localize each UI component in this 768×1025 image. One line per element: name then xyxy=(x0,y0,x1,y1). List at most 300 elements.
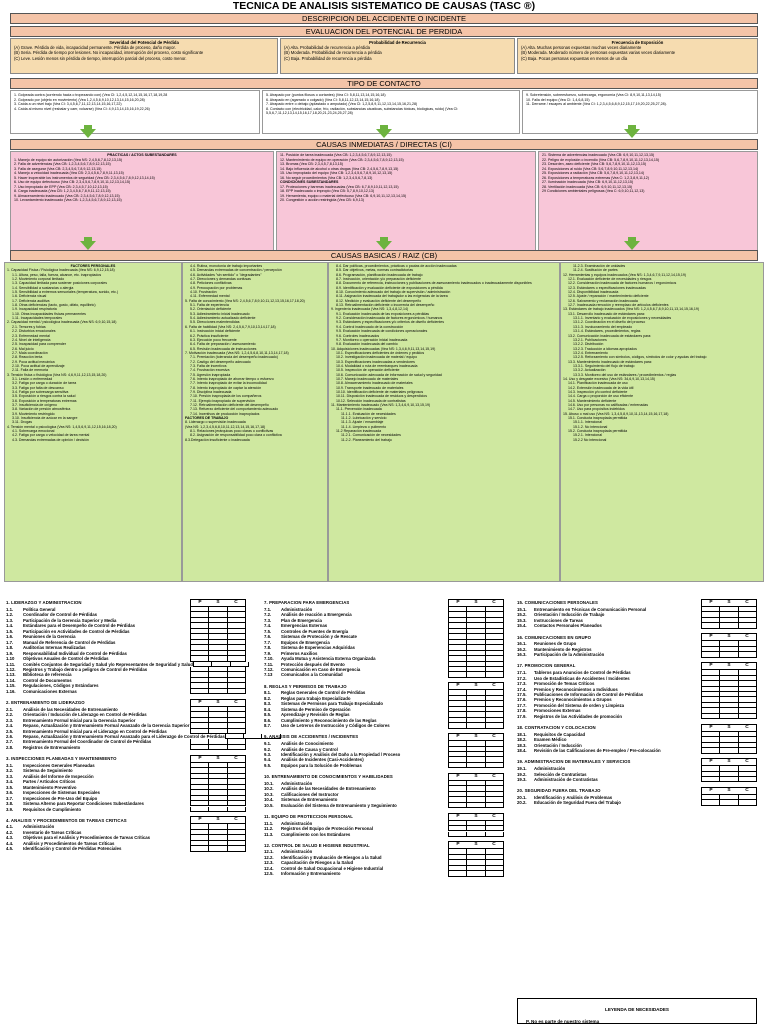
psc-checkbox[interactable] xyxy=(209,790,227,794)
psc-checkbox[interactable] xyxy=(191,645,209,649)
psc-checkbox[interactable] xyxy=(739,647,757,651)
psc-checkbox[interactable] xyxy=(191,768,209,772)
psc-checkbox[interactable] xyxy=(228,785,246,789)
psc-checkbox[interactable] xyxy=(449,629,467,633)
psc-checkbox[interactable] xyxy=(209,707,227,711)
psc-checkbox[interactable] xyxy=(720,647,738,651)
psc-checkbox[interactable] xyxy=(486,634,504,638)
psc-checkbox[interactable] xyxy=(467,792,485,796)
psc-checkbox[interactable] xyxy=(720,607,738,611)
psc-checkbox[interactable] xyxy=(449,763,467,767)
psc-checkbox[interactable] xyxy=(191,723,209,727)
psc-checkbox[interactable] xyxy=(739,697,757,701)
psc-checkbox[interactable] xyxy=(486,662,504,666)
psc-checkbox[interactable] xyxy=(720,618,738,622)
psc-checkbox[interactable] xyxy=(739,795,757,799)
psc-checkbox[interactable] xyxy=(467,667,485,671)
psc-checkbox[interactable] xyxy=(486,651,504,655)
psc-checkbox[interactable] xyxy=(486,623,504,627)
psc-checkbox[interactable] xyxy=(720,800,738,804)
psc-checkbox[interactable] xyxy=(449,618,467,622)
psc-checkbox[interactable] xyxy=(209,667,227,671)
psc-checkbox[interactable] xyxy=(702,670,720,674)
psc-checkbox[interactable] xyxy=(228,841,246,845)
psc-checkbox[interactable] xyxy=(191,707,209,711)
psc-checkbox[interactable] xyxy=(228,763,246,767)
psc-checkbox[interactable] xyxy=(739,777,757,781)
psc-checkbox[interactable] xyxy=(449,752,467,756)
psc-checkbox[interactable] xyxy=(702,612,720,616)
psc-checkbox[interactable] xyxy=(486,803,504,807)
psc-checkbox[interactable] xyxy=(191,796,209,800)
psc-checkbox[interactable] xyxy=(228,640,246,644)
psc-checkbox[interactable] xyxy=(702,607,720,611)
psc-checkbox-row[interactable] xyxy=(448,803,504,808)
psc-checkbox[interactable] xyxy=(739,607,757,611)
psc-checkbox[interactable] xyxy=(702,732,720,736)
psc-checkbox-row[interactable] xyxy=(701,748,757,753)
psc-checkbox[interactable] xyxy=(209,835,227,839)
psc-checkbox[interactable] xyxy=(486,701,504,705)
psc-checkbox-row[interactable] xyxy=(701,652,757,657)
psc-checkbox[interactable] xyxy=(191,667,209,671)
psc-checkbox[interactable] xyxy=(209,607,227,611)
psc-checkbox[interactable] xyxy=(739,652,757,656)
psc-checkbox[interactable] xyxy=(486,747,504,751)
psc-checkbox[interactable] xyxy=(486,763,504,767)
psc-checkbox[interactable] xyxy=(449,696,467,700)
psc-checkbox[interactable] xyxy=(449,803,467,807)
psc-checkbox[interactable] xyxy=(720,766,738,770)
psc-checkbox[interactable] xyxy=(739,737,757,741)
psc-checkbox[interactable] xyxy=(191,718,209,722)
psc-checkbox[interactable] xyxy=(739,772,757,776)
psc-checkbox[interactable] xyxy=(486,640,504,644)
psc-checkbox[interactable] xyxy=(486,696,504,700)
psc-checkbox[interactable] xyxy=(191,824,209,828)
psc-checkbox[interactable] xyxy=(191,607,209,611)
psc-checkbox[interactable] xyxy=(449,662,467,666)
psc-checkbox[interactable] xyxy=(191,678,209,682)
psc-checkbox[interactable] xyxy=(191,835,209,839)
psc-checkbox[interactable] xyxy=(486,860,504,864)
psc-checkbox[interactable] xyxy=(449,690,467,694)
psc-checkbox[interactable] xyxy=(702,748,720,752)
psc-checkbox[interactable] xyxy=(209,739,227,743)
psc-checkbox[interactable] xyxy=(720,652,738,656)
psc-checkbox[interactable] xyxy=(467,757,485,761)
psc-checkbox[interactable] xyxy=(720,772,738,776)
psc-checkbox[interactable] xyxy=(467,803,485,807)
psc-checkbox[interactable] xyxy=(739,641,757,645)
psc-checkbox[interactable] xyxy=(486,792,504,796)
psc-checkbox[interactable] xyxy=(209,785,227,789)
psc-checkbox[interactable] xyxy=(228,707,246,711)
psc-checkbox[interactable] xyxy=(486,656,504,660)
psc-checkbox[interactable] xyxy=(228,846,246,850)
psc-checkbox[interactable] xyxy=(739,708,757,712)
psc-checkbox[interactable] xyxy=(209,678,227,682)
psc-checkbox[interactable] xyxy=(449,792,467,796)
psc-checkbox[interactable] xyxy=(228,656,246,660)
psc-checkbox[interactable] xyxy=(449,757,467,761)
psc-checkbox[interactable] xyxy=(467,855,485,859)
psc-checkbox[interactable] xyxy=(702,681,720,685)
psc-checkbox[interactable] xyxy=(702,652,720,656)
psc-checkbox[interactable] xyxy=(486,821,504,825)
psc-checkbox[interactable] xyxy=(191,807,209,811)
psc-checkbox[interactable] xyxy=(720,748,738,752)
psc-checkbox[interactable] xyxy=(209,841,227,845)
psc-checkbox[interactable] xyxy=(191,763,209,767)
psc-checkbox[interactable] xyxy=(449,826,467,830)
psc-checkbox[interactable] xyxy=(449,741,467,745)
psc-checkbox[interactable] xyxy=(209,768,227,772)
psc-checkbox[interactable] xyxy=(209,779,227,783)
psc-checkbox[interactable] xyxy=(231,662,249,666)
psc-checkbox[interactable] xyxy=(209,634,227,638)
psc-checkbox[interactable] xyxy=(467,634,485,638)
psc-checkbox[interactable] xyxy=(209,689,227,693)
psc-checkbox[interactable] xyxy=(191,629,209,633)
psc-checkbox-row[interactable] xyxy=(190,807,246,812)
psc-checkbox[interactable] xyxy=(191,830,209,834)
psc-checkbox[interactable] xyxy=(467,701,485,705)
psc-checkbox[interactable] xyxy=(467,640,485,644)
psc-checkbox[interactable] xyxy=(191,774,209,778)
psc-checkbox[interactable] xyxy=(228,678,246,682)
psc-checkbox[interactable] xyxy=(209,796,227,800)
psc-checkbox[interactable] xyxy=(449,667,467,671)
psc-checkbox[interactable] xyxy=(209,640,227,644)
psc-checkbox[interactable] xyxy=(228,723,246,727)
psc-checkbox[interactable] xyxy=(720,681,738,685)
psc-checkbox[interactable] xyxy=(739,703,757,707)
psc-checkbox-row[interactable] xyxy=(448,723,504,728)
psc-checkbox[interactable] xyxy=(702,641,720,645)
psc-checkbox[interactable] xyxy=(486,786,504,790)
psc-checkbox[interactable] xyxy=(228,607,246,611)
psc-checkbox[interactable] xyxy=(702,800,720,804)
psc-checkbox[interactable] xyxy=(191,779,209,783)
psc-checkbox[interactable] xyxy=(209,683,227,687)
psc-checkbox[interactable] xyxy=(486,752,504,756)
psc-checkbox[interactable] xyxy=(209,763,227,767)
psc-checkbox[interactable] xyxy=(486,618,504,622)
psc-checkbox[interactable] xyxy=(209,651,227,655)
psc-checkbox[interactable] xyxy=(467,629,485,633)
psc-checkbox[interactable] xyxy=(702,777,720,781)
psc-checkbox[interactable] xyxy=(228,807,246,811)
psc-checkbox-row[interactable] xyxy=(448,672,504,677)
psc-checkbox[interactable] xyxy=(209,729,227,733)
psc-checkbox[interactable] xyxy=(467,618,485,622)
psc-checkbox[interactable] xyxy=(449,701,467,705)
psc-checkbox[interactable] xyxy=(449,634,467,638)
psc-checkbox[interactable] xyxy=(449,607,467,611)
psc-checkbox[interactable] xyxy=(228,629,246,633)
psc-checkbox[interactable] xyxy=(739,743,757,747)
psc-checkbox[interactable] xyxy=(191,785,209,789)
psc-checkbox[interactable] xyxy=(209,618,227,622)
psc-checkbox[interactable] xyxy=(228,634,246,638)
psc-checkbox-row[interactable] xyxy=(190,745,246,750)
psc-checkbox[interactable] xyxy=(449,849,467,853)
psc-checkbox[interactable] xyxy=(720,795,738,799)
psc-checkbox[interactable] xyxy=(449,855,467,859)
psc-checkbox[interactable] xyxy=(467,747,485,751)
psc-checkbox[interactable] xyxy=(449,781,467,785)
psc-checkbox[interactable] xyxy=(449,640,467,644)
psc-checkbox[interactable] xyxy=(467,786,485,790)
psc-checkbox[interactable] xyxy=(702,737,720,741)
psc-checkbox[interactable] xyxy=(228,830,246,834)
psc-checkbox[interactable] xyxy=(228,768,246,772)
psc-checkbox-row[interactable] xyxy=(190,689,246,694)
psc-checkbox[interactable] xyxy=(467,718,485,722)
psc-checkbox[interactable] xyxy=(191,790,209,794)
psc-checkbox[interactable] xyxy=(244,734,262,738)
psc-checkbox[interactable] xyxy=(486,757,504,761)
psc-checkbox[interactable] xyxy=(467,860,485,864)
psc-checkbox[interactable] xyxy=(449,656,467,660)
psc-checkbox[interactable] xyxy=(449,645,467,649)
psc-checkbox[interactable] xyxy=(467,612,485,616)
psc-checkbox[interactable] xyxy=(449,860,467,864)
psc-checkbox[interactable] xyxy=(467,696,485,700)
psc-checkbox[interactable] xyxy=(228,801,246,805)
psc-checkbox[interactable] xyxy=(228,667,246,671)
psc-checkbox[interactable] xyxy=(720,641,738,645)
psc-checkbox[interactable] xyxy=(209,807,227,811)
psc-checkbox-row[interactable] xyxy=(448,763,504,768)
psc-checkbox[interactable] xyxy=(228,645,246,649)
psc-checkbox[interactable] xyxy=(467,797,485,801)
psc-checkbox[interactable] xyxy=(702,647,720,651)
psc-checkbox[interactable] xyxy=(720,676,738,680)
psc-checkbox[interactable] xyxy=(449,832,467,836)
psc-checkbox[interactable] xyxy=(720,743,738,747)
psc-checkbox[interactable] xyxy=(720,732,738,736)
psc-checkbox[interactable] xyxy=(467,645,485,649)
psc-checkbox[interactable] xyxy=(191,689,209,693)
psc-checkbox[interactable] xyxy=(739,714,757,718)
psc-checkbox[interactable] xyxy=(486,718,504,722)
psc-checkbox[interactable] xyxy=(467,662,485,666)
psc-checkbox[interactable] xyxy=(467,781,485,785)
psc-checkbox[interactable] xyxy=(228,835,246,839)
psc-checkbox[interactable] xyxy=(449,866,467,870)
psc-checkbox[interactable] xyxy=(467,656,485,660)
psc-checkbox-row[interactable] xyxy=(701,777,757,782)
psc-checkbox[interactable] xyxy=(486,629,504,633)
psc-checkbox[interactable] xyxy=(702,692,720,696)
psc-checkbox[interactable] xyxy=(486,781,504,785)
psc-checkbox[interactable] xyxy=(209,846,227,850)
psc-checkbox[interactable] xyxy=(720,692,738,696)
psc-checkbox[interactable] xyxy=(449,747,467,751)
psc-checkbox[interactable] xyxy=(739,681,757,685)
psc-checkbox[interactable] xyxy=(739,612,757,616)
psc-checkbox[interactable] xyxy=(467,826,485,830)
psc-checkbox[interactable] xyxy=(191,672,209,676)
psc-checkbox[interactable] xyxy=(191,634,209,638)
psc-checkbox[interactable] xyxy=(449,651,467,655)
psc-checkbox[interactable] xyxy=(739,748,757,752)
psc-checkbox[interactable] xyxy=(486,645,504,649)
psc-checkbox[interactable] xyxy=(191,683,209,687)
psc-checkbox[interactable] xyxy=(739,618,757,622)
psc-checkbox[interactable] xyxy=(720,612,738,616)
psc-checkbox[interactable] xyxy=(467,752,485,756)
psc-checkbox[interactable] xyxy=(449,707,467,711)
psc-checkbox[interactable] xyxy=(191,745,209,749)
psc-checkbox[interactable] xyxy=(467,871,485,875)
psc-checkbox[interactable] xyxy=(191,841,209,845)
psc-checkbox[interactable] xyxy=(486,612,504,616)
psc-checkbox[interactable] xyxy=(720,737,738,741)
psc-checkbox[interactable] xyxy=(191,618,209,622)
psc-checkbox[interactable] xyxy=(212,662,230,666)
psc-checkbox[interactable] xyxy=(702,714,720,718)
psc-checkbox[interactable] xyxy=(228,672,246,676)
psc-checkbox[interactable] xyxy=(209,612,227,616)
psc-checkbox[interactable] xyxy=(702,772,720,776)
psc-checkbox[interactable] xyxy=(449,723,467,727)
psc-checkbox[interactable] xyxy=(702,795,720,799)
psc-checkbox[interactable] xyxy=(191,739,209,743)
psc-checkbox[interactable] xyxy=(209,645,227,649)
psc-checkbox[interactable] xyxy=(228,796,246,800)
psc-checkbox[interactable] xyxy=(486,871,504,875)
psc-checkbox[interactable] xyxy=(702,766,720,770)
psc-checkbox-row[interactable] xyxy=(701,714,757,719)
psc-checkbox[interactable] xyxy=(191,651,209,655)
psc-checkbox[interactable] xyxy=(720,687,738,691)
psc-checkbox[interactable] xyxy=(449,718,467,722)
psc-checkbox[interactable] xyxy=(209,623,227,627)
psc-checkbox[interactable] xyxy=(739,687,757,691)
psc-checkbox[interactable] xyxy=(228,683,246,687)
psc-checkbox[interactable] xyxy=(209,801,227,805)
psc-checkbox[interactable] xyxy=(467,607,485,611)
psc-checkbox[interactable] xyxy=(228,739,246,743)
psc-checkbox[interactable] xyxy=(209,830,227,834)
psc-checkbox[interactable] xyxy=(467,707,485,711)
psc-checkbox[interactable] xyxy=(209,774,227,778)
psc-checkbox[interactable] xyxy=(449,672,467,676)
psc-checkbox[interactable] xyxy=(720,623,738,627)
psc-checkbox[interactable] xyxy=(191,712,209,716)
psc-checkbox[interactable] xyxy=(191,846,209,850)
psc-checkbox[interactable] xyxy=(449,612,467,616)
psc-checkbox[interactable] xyxy=(486,707,504,711)
psc-checkbox[interactable] xyxy=(209,723,227,727)
psc-checkbox[interactable] xyxy=(486,723,504,727)
psc-checkbox[interactable] xyxy=(720,714,738,718)
psc-checkbox[interactable] xyxy=(720,697,738,701)
psc-checkbox[interactable] xyxy=(449,623,467,627)
psc-checkbox[interactable] xyxy=(226,734,244,738)
psc-checkbox[interactable] xyxy=(739,800,757,804)
psc-checkbox[interactable] xyxy=(467,763,485,767)
psc-checkbox[interactable] xyxy=(191,612,209,616)
psc-checkbox[interactable] xyxy=(486,607,504,611)
psc-checkbox[interactable] xyxy=(467,712,485,716)
psc-checkbox[interactable] xyxy=(449,797,467,801)
psc-checkbox[interactable] xyxy=(449,712,467,716)
psc-checkbox[interactable] xyxy=(209,672,227,676)
psc-checkbox[interactable] xyxy=(486,667,504,671)
psc-checkbox[interactable] xyxy=(467,832,485,836)
psc-checkbox[interactable] xyxy=(191,623,209,627)
psc-checkbox[interactable] xyxy=(228,618,246,622)
psc-checkbox[interactable] xyxy=(449,786,467,790)
psc-checkbox[interactable] xyxy=(486,712,504,716)
psc-checkbox[interactable] xyxy=(486,690,504,694)
psc-checkbox[interactable] xyxy=(467,651,485,655)
psc-checkbox[interactable] xyxy=(191,656,209,660)
psc-checkbox[interactable] xyxy=(467,741,485,745)
psc-checkbox[interactable] xyxy=(467,690,485,694)
psc-checkbox[interactable] xyxy=(486,741,504,745)
psc-checkbox[interactable] xyxy=(702,703,720,707)
psc-checkbox-row[interactable] xyxy=(190,846,246,851)
psc-checkbox[interactable] xyxy=(467,672,485,676)
psc-checkbox-row[interactable] xyxy=(448,871,504,876)
psc-checkbox-row[interactable] xyxy=(448,832,504,837)
psc-checkbox[interactable] xyxy=(467,623,485,627)
psc-checkbox[interactable] xyxy=(191,640,209,644)
psc-checkbox[interactable] xyxy=(486,826,504,830)
psc-checkbox[interactable] xyxy=(228,689,246,693)
psc-checkbox[interactable] xyxy=(228,790,246,794)
psc-checkbox[interactable] xyxy=(228,774,246,778)
psc-checkbox[interactable] xyxy=(467,866,485,870)
psc-checkbox[interactable] xyxy=(228,779,246,783)
psc-checkbox[interactable] xyxy=(209,629,227,633)
psc-checkbox[interactable] xyxy=(228,651,246,655)
psc-checkbox[interactable] xyxy=(702,676,720,680)
psc-checkbox[interactable] xyxy=(228,729,246,733)
psc-checkbox[interactable] xyxy=(209,718,227,722)
psc-checkbox[interactable] xyxy=(209,656,227,660)
psc-checkbox[interactable] xyxy=(228,745,246,749)
psc-checkbox[interactable] xyxy=(486,672,504,676)
psc-checkbox[interactable] xyxy=(209,824,227,828)
psc-checkbox[interactable] xyxy=(194,662,212,666)
psc-checkbox[interactable] xyxy=(486,797,504,801)
psc-checkbox[interactable] xyxy=(720,777,738,781)
psc-checkbox[interactable] xyxy=(739,670,757,674)
psc-checkbox[interactable] xyxy=(702,623,720,627)
psc-checkbox[interactable] xyxy=(467,723,485,727)
psc-checkbox[interactable] xyxy=(702,708,720,712)
psc-checkbox[interactable] xyxy=(739,692,757,696)
psc-checkbox[interactable] xyxy=(486,832,504,836)
psc-checkbox[interactable] xyxy=(449,871,467,875)
psc-checkbox[interactable] xyxy=(720,670,738,674)
psc-checkbox[interactable] xyxy=(449,821,467,825)
psc-checkbox[interactable] xyxy=(739,732,757,736)
psc-checkbox[interactable] xyxy=(228,718,246,722)
psc-checkbox[interactable] xyxy=(720,708,738,712)
psc-checkbox[interactable] xyxy=(228,712,246,716)
psc-checkbox[interactable] xyxy=(467,821,485,825)
psc-checkbox[interactable] xyxy=(209,745,227,749)
psc-checkbox-row[interactable] xyxy=(701,623,757,628)
psc-checkbox[interactable] xyxy=(702,687,720,691)
